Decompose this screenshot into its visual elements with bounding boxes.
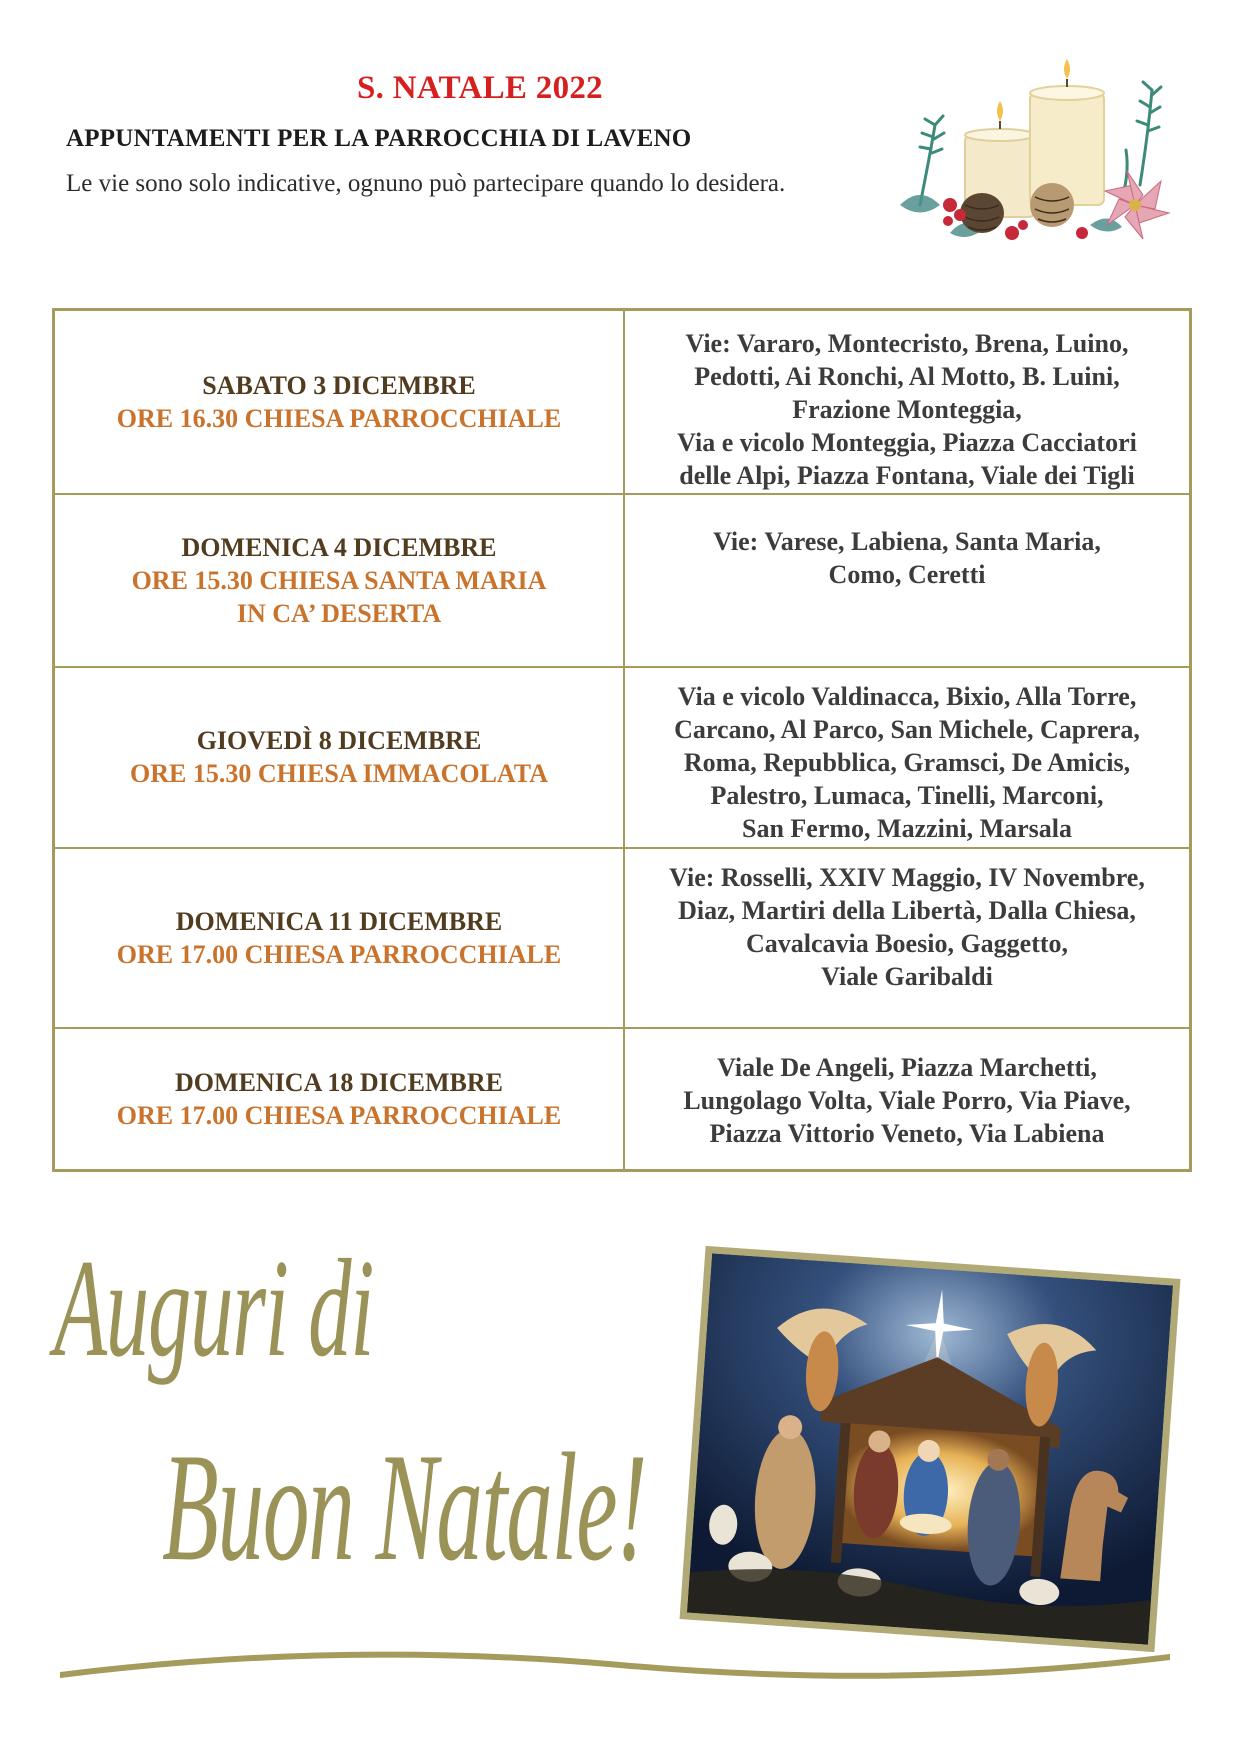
street-line: Vie: Vararo, Montecristo, Brena, Luino, (685, 329, 1129, 358)
street-line: Carcano, Al Parco, San Michele, Caprera, (674, 714, 1140, 744)
event-time: ORE 16.30 CHIESA PARROCCHIALE (116, 403, 562, 433)
event-cell (54, 310, 625, 494)
schedule-row (54, 310, 1191, 494)
schedule-row (54, 667, 1191, 848)
streets-cell (624, 667, 1191, 848)
event-time: IN CA’ DESERTA (236, 598, 442, 628)
street-line: Diaz, Martiri della Libertà, Dalla Chiesa, (678, 895, 1136, 925)
schedule-row (54, 848, 1191, 1028)
street-line: delle Alpi, Piazza Fontana, Viale dei Tigli (679, 461, 1135, 490)
schedule-row (54, 494, 1191, 667)
street-line: Frazione Monteggia, (792, 395, 1022, 424)
street-line: Lungolago Volta, Viale Porro, Via Piave, (683, 1085, 1131, 1115)
event-time: ORE 15.30 CHIESA IMMACOLATA (130, 759, 548, 788)
event-time: ORE 17.00 CHIESA PARROCCHIALE (116, 939, 562, 969)
street-line: Pedotti, Ai Ronchi, Al Motto, B. Luini, (694, 362, 1120, 391)
event-day: DOMENICA 4 DICEMBRE (181, 532, 497, 562)
page-note: Le vie sono solo indicative, ognuno può partecipare quando lo desidera. (66, 170, 786, 197)
page-title: S. NATALE 2022 (357, 70, 603, 106)
street-line: Como, Ceretti (828, 559, 986, 589)
streets-cell (624, 1028, 1191, 1171)
event-cell (54, 494, 625, 667)
streets-cell (624, 494, 1191, 667)
event-cell (54, 1028, 625, 1171)
street-line: San Fermo, Mazzini, Marsala (742, 813, 1072, 843)
street-line: Viale De Angeli, Piazza Marchetti, (717, 1052, 1097, 1082)
event-day: DOMENICA 18 DICEMBRE (175, 1067, 503, 1097)
street-line: Via e vicolo Valdinacca, Bixio, Alla Torre, (677, 681, 1137, 711)
event-time: ORE 17.00 CHIESA PARROCCHIALE (116, 1100, 562, 1130)
street-line: Palestro, Lumaca, Tinelli, Marconi, (710, 780, 1104, 810)
greeting-line-2: Buon Natale! (162, 1421, 647, 1593)
candles-illustration (890, 55, 1190, 250)
event-day: DOMENICA 11 DICEMBRE (175, 906, 503, 936)
greeting-line-1: Auguri di (54, 1231, 374, 1386)
nativity-scene (687, 1253, 1173, 1644)
streets-cell (624, 848, 1191, 1028)
event-time: ORE 15.30 CHIESA SANTA MARIA (131, 565, 547, 595)
street-line: Vie: Rosselli, XXIV Maggio, IV Novembre, (669, 862, 1145, 892)
event-day: GIOVEDÌ 8 DICEMBRE (196, 726, 482, 755)
schedule-table (52, 308, 1192, 1172)
street-line: Cavalcavia Boesio, Gaggetto, (745, 928, 1069, 958)
street-line: Via e vicolo Monteggia, Piazza Cacciatori (677, 428, 1137, 457)
page-subtitle: APPUNTAMENTI PER LA PARROCCHIA DI LAVENO (66, 125, 692, 152)
event-cell (54, 848, 625, 1028)
street-line: Vie: Varese, Labiena, Santa Maria, (713, 526, 1101, 556)
street-line: Viale Garibaldi (821, 961, 993, 991)
schedule-row (54, 1028, 1191, 1171)
decorative-wave (60, 1635, 1170, 1695)
nativity-picture (680, 1246, 1181, 1652)
street-line: Piazza Vittorio Veneto, Via Labiena (709, 1118, 1105, 1148)
streets-cell (624, 310, 1191, 494)
event-cell (54, 667, 625, 848)
event-day: SABATO 3 DICEMBRE (202, 370, 476, 400)
street-line: Roma, Repubblica, Gramsci, De Amicis, (683, 747, 1131, 777)
